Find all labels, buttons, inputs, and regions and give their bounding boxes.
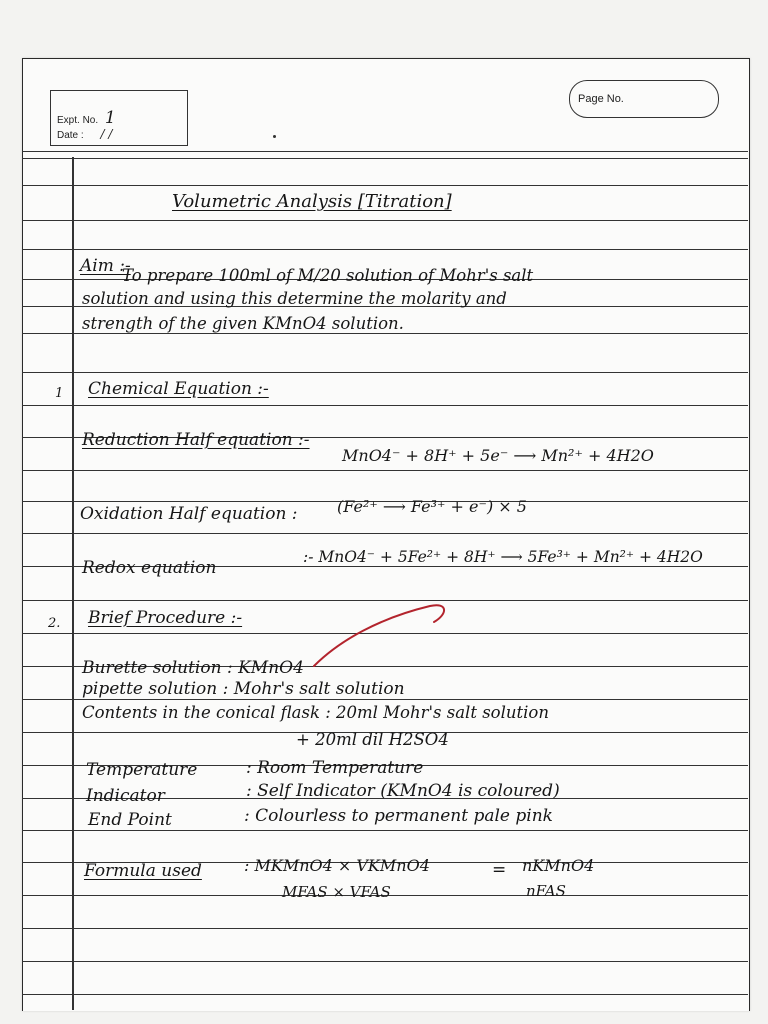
- section-2-number: 2.: [48, 616, 61, 631]
- ruled-line: [22, 699, 748, 700]
- section-2-heading: Brief Procedure :-: [88, 608, 243, 628]
- page-number-label: Page No.: [578, 93, 624, 105]
- aim-line-2: solution and using this determine the molarity and: [82, 289, 507, 308]
- ink-dot: [273, 135, 276, 138]
- indicator-value: : Self Indicator (KMnO4 is coloured): [246, 781, 560, 801]
- formula-denominator: MFAS × VFAS: [282, 883, 391, 901]
- ruled-line: [22, 333, 748, 334]
- ruled-line: [22, 470, 748, 471]
- indicator-label: Indicator: [86, 786, 165, 806]
- ruled-line: [22, 994, 748, 995]
- ruled-line: [22, 830, 748, 831]
- end-point-value: : Colourless to permanent pale pink: [244, 806, 553, 826]
- margin-line: [72, 157, 74, 1010]
- aim-line-3: strength of the given KMnO4 solution.: [82, 314, 404, 333]
- ruled-line: [22, 185, 748, 186]
- formula-label: Formula used: [84, 861, 202, 881]
- burette-line: Burette solution : KMnO4: [82, 658, 304, 678]
- check-mark-icon: [310, 600, 450, 670]
- formula-numerator: : MKMnO4 × VKMnO4: [244, 856, 430, 875]
- page-title: Volumetric Analysis [Titration]: [172, 191, 452, 212]
- contents-line-2: + 20ml dil H2SO4: [296, 730, 449, 749]
- section-1-number: 1: [55, 386, 64, 401]
- page-number-box: [569, 80, 719, 118]
- section-1-heading: Chemical Equation :-: [88, 379, 269, 399]
- contents-line-1: Contents in the conical flask : 20ml Mohr's salt solution: [82, 703, 549, 722]
- ruled-line: [22, 220, 748, 221]
- pipette-line: pipette solution : Mohr's salt solution: [82, 679, 405, 699]
- expt-label: Expt. No.: [57, 115, 99, 126]
- ruled-line: [22, 405, 748, 406]
- redox-label: Redox equation: [82, 558, 217, 578]
- aim-line-1: To prepare 100ml of M/20 solution of Mohr's salt: [122, 266, 534, 285]
- date-value: / /: [100, 127, 113, 141]
- reduction-label: Reduction Half equation :-: [82, 430, 310, 450]
- experiment-info-box: [50, 90, 188, 146]
- ruled-line: [22, 533, 748, 534]
- ruled-line: [22, 372, 748, 373]
- reduction-equation: MnO4⁻ + 8H⁺ + 5e⁻ ⟶ Mn²⁺ + 4H2O: [342, 446, 654, 465]
- oxidation-equation: (Fe²⁺ ⟶ Fe³⁺ + e⁻) × 5: [337, 497, 527, 516]
- expt-number: 1: [104, 108, 116, 128]
- date-label: Date :: [57, 130, 84, 141]
- temperature-label: Temperature: [86, 760, 198, 780]
- aim-label: Aim :-: [80, 256, 131, 276]
- header-rule: [22, 151, 748, 152]
- ruled-line: [22, 249, 748, 250]
- end-point-label: End Point: [88, 810, 172, 830]
- header-rule: [22, 158, 748, 159]
- temperature-value: : Room Temperature: [246, 758, 424, 778]
- formula-right-numerator: nKMnO4: [522, 856, 595, 875]
- oxidation-label: Oxidation Half equation :: [80, 504, 298, 524]
- ruled-line: [22, 928, 748, 929]
- redox-equation: :- MnO4⁻ + 5Fe²⁺ + 8H⁺ ⟶ 5Fe³⁺ + Mn²⁺ + 4H2O: [303, 548, 703, 566]
- ruled-line: [22, 961, 748, 962]
- formula-right-denominator: nFAS: [526, 882, 566, 900]
- formula-equals: =: [492, 860, 507, 880]
